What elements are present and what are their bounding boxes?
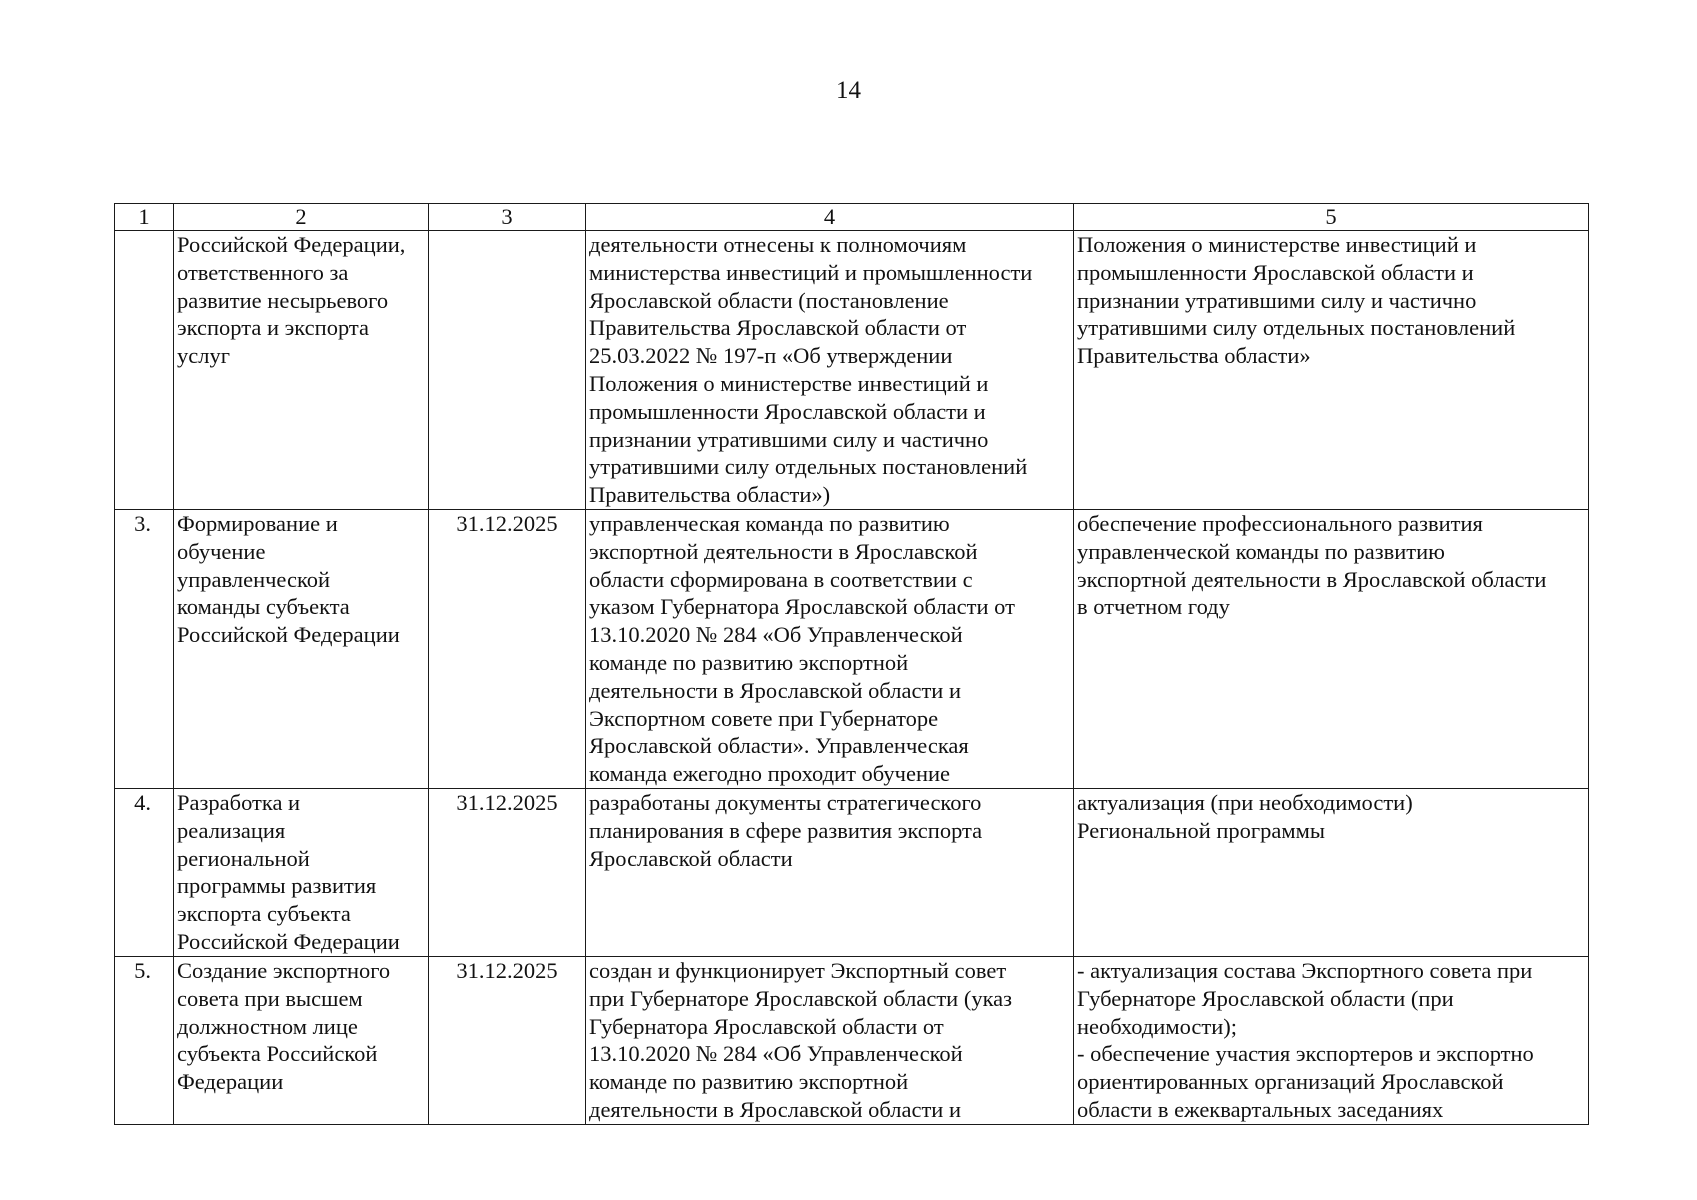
- cell-text-line: области в ежеквартальных заседаниях: [1077, 1096, 1444, 1122]
- cell-text-line: ответственного за: [177, 259, 349, 285]
- cell-text-line: Губернаторе Ярославской области (при: [1077, 985, 1454, 1011]
- task-cell: [174, 510, 429, 789]
- cell-text-line: области сформирована в соответствии с: [589, 566, 973, 592]
- cell-text-line: команде по развитию экспортной: [589, 649, 909, 675]
- plan-cell: [1074, 231, 1589, 510]
- cell-text-line: субъекта Российской: [177, 1041, 378, 1067]
- cell-text-line: утратившими силу отдельных постановлений: [589, 454, 1028, 480]
- cell-text-line: в отчетном году: [1077, 594, 1230, 620]
- cell-text-line: при Губернаторе Ярославской области (указ: [589, 985, 1013, 1011]
- cell-text-line: 13.10.2020 № 284 «Об Управленческой: [589, 1041, 963, 1067]
- deadline-cell: [429, 231, 586, 510]
- table-row: [115, 231, 1589, 510]
- cell-text-line: управленческой: [177, 566, 331, 592]
- cell-text-line: Региональной программы: [1077, 817, 1325, 843]
- table-row: [115, 789, 1589, 957]
- column-header-5: 5: [1074, 204, 1589, 231]
- cell-text-line: министерства инвестиций и промышленности: [589, 259, 1033, 285]
- cell-text-line: деятельности отнесены к полномочиям: [589, 232, 967, 257]
- cell-text-line: Российской Федерации,: [177, 232, 406, 257]
- cell-text-line: Положения о министерстве инвестиций и: [1077, 232, 1477, 257]
- status-cell: [586, 231, 1074, 510]
- cell-text-line: актуализация (при необходимости): [1077, 790, 1413, 815]
- cell-text-line: разработаны документы стратегического: [589, 790, 982, 815]
- cell-text-line: развитие несырьевого: [177, 287, 389, 313]
- row-number-cell: 4.: [115, 789, 174, 957]
- cell-text-line: указом Губернатора Ярославской области от: [589, 594, 1015, 620]
- deadline-cell: 31.12.2025: [429, 957, 586, 1125]
- cell-text-line: деятельности в Ярославской области и: [589, 1096, 962, 1122]
- cell-text-line: Федерации: [177, 1069, 284, 1095]
- cell-text-line: совета при высшем: [177, 985, 363, 1011]
- cell-text-line: обеспечение профессионального развития: [1077, 511, 1483, 536]
- task-cell: [174, 789, 429, 957]
- cell-text-line: - обеспечение участия экспортеров и экспортно: [1077, 1041, 1534, 1067]
- row-number-cell: 5.: [115, 957, 174, 1125]
- cell-text-line: команде по развитию экспортной: [589, 1069, 909, 1095]
- cell-text-line: утратившими силу отдельных постановлений: [1077, 315, 1516, 341]
- task-cell: [174, 231, 429, 510]
- page-number: 14: [836, 77, 861, 104]
- cell-text-line: планирования в сфере развития экспорта: [589, 817, 983, 843]
- cell-text-line: экспортной деятельности в Ярославской: [589, 538, 978, 564]
- cell-text-line: признании утратившими силу и частично: [1077, 287, 1477, 313]
- row-number-cell: [115, 231, 174, 510]
- cell-text-line: экспортной деятельности в Ярославской области: [1077, 566, 1547, 592]
- cell-text-line: Положения о министерстве инвестиций и: [589, 370, 989, 396]
- cell-text-line: Правительства Ярославской области от: [589, 315, 967, 341]
- cell-text-line: Российской Федерации: [177, 928, 400, 954]
- cell-text-line: команда ежегодно проходит обучение: [589, 761, 951, 787]
- cell-text-line: региональной: [177, 845, 310, 871]
- cell-text-line: управленческая команда по развитию: [589, 511, 950, 536]
- column-header-2: 2: [174, 204, 429, 231]
- deadline-cell: 31.12.2025: [429, 510, 586, 789]
- cell-text-line: Ярославской области (постановление: [589, 287, 949, 313]
- plan-cell: [1074, 957, 1589, 1125]
- cell-text-line: экспорта субъекта: [177, 901, 351, 927]
- cell-text-line: Экспортном совете при Губернаторе: [589, 705, 939, 731]
- cell-text-line: 25.03.2022 № 197-п «Об утверждении: [589, 343, 953, 369]
- cell-text-line: необходимости);: [1077, 1013, 1238, 1039]
- cell-text-line: промышленности Ярославской области и: [589, 398, 986, 424]
- status-cell: [586, 789, 1074, 957]
- table-row: [115, 510, 1589, 789]
- cell-text-line: Ярославской области: [589, 845, 793, 871]
- cell-text-line: Создание экспортного: [177, 958, 391, 983]
- cell-text-line: команды субъекта: [177, 594, 350, 620]
- cell-text-line: услуг: [177, 343, 230, 369]
- cell-text-line: программы развития: [177, 873, 377, 899]
- table-row: [115, 957, 1589, 1125]
- cell-text-line: Ярославской области». Управленческая: [589, 733, 969, 759]
- plan-cell: [1074, 789, 1589, 957]
- cell-text-line: Формирование и: [177, 511, 338, 536]
- column-header-3: 3: [429, 204, 586, 231]
- task-cell: [174, 957, 429, 1125]
- cell-text-line: - актуализация состава Экспортного совета при: [1077, 958, 1533, 983]
- cell-text-line: обучение: [177, 538, 266, 564]
- cell-text-line: признании утратившими силу и частично: [589, 426, 989, 452]
- document-table: [114, 203, 1589, 1125]
- cell-text-line: ориентированных организаций Ярославской: [1077, 1069, 1504, 1095]
- cell-text-line: создан и функционирует Экспортный совет: [589, 958, 1007, 983]
- cell-text-line: должностном лице: [177, 1013, 358, 1039]
- deadline-cell: 31.12.2025: [429, 789, 586, 957]
- cell-text-line: Разработка и: [177, 790, 301, 815]
- cell-text-line: 13.10.2020 № 284 «Об Управленческой: [589, 622, 963, 648]
- cell-text-line: экспорта и экспорта: [177, 315, 369, 341]
- status-cell: [586, 510, 1074, 789]
- plan-cell: [1074, 510, 1589, 789]
- cell-text-line: Правительства области»): [589, 482, 831, 508]
- cell-text-line: Губернатора Ярославской области от: [589, 1013, 944, 1039]
- row-number-cell: 3.: [115, 510, 174, 789]
- column-header-1: 1: [115, 204, 174, 231]
- cell-text-line: реализация: [177, 817, 286, 843]
- cell-text-line: промышленности Ярославской области и: [1077, 259, 1474, 285]
- status-cell: [586, 957, 1074, 1125]
- table-header-row: [115, 204, 1589, 231]
- cell-text-line: Правительства области»: [1077, 343, 1311, 369]
- column-header-4: 4: [586, 204, 1074, 231]
- cell-text-line: Российской Федерации: [177, 622, 400, 648]
- cell-text-line: управленческой команды по развитию: [1077, 538, 1445, 564]
- cell-text-line: деятельности в Ярославской области и: [589, 677, 962, 703]
